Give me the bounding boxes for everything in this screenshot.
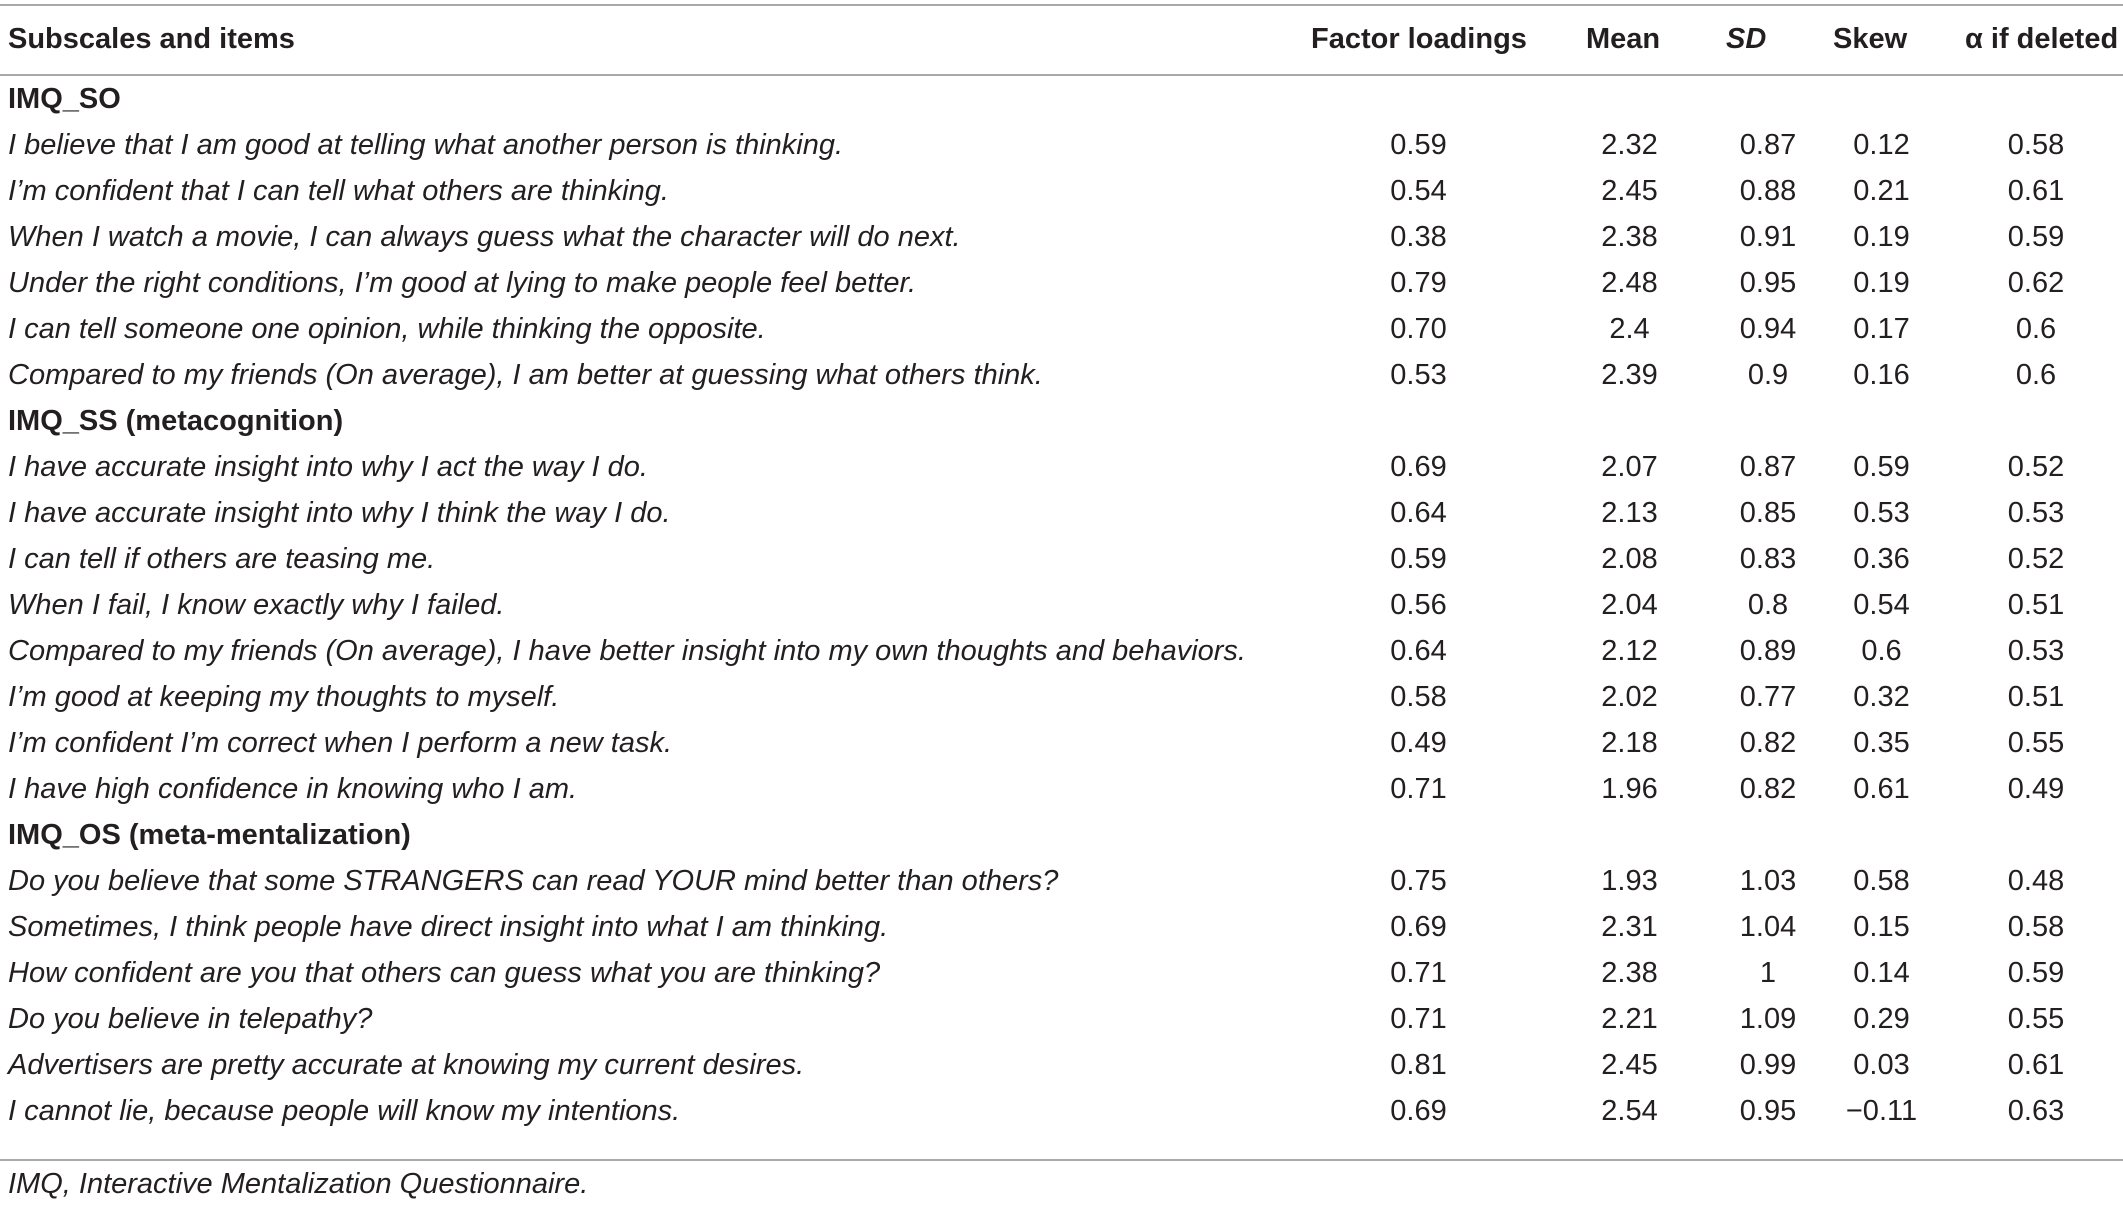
- item-text: When I fail, I know exactly why I failed.: [8, 588, 505, 621]
- table-row: [0, 214, 2123, 260]
- item-text: I’m confident I’m correct when I perform a new task.: [8, 726, 673, 759]
- skew-value: 0.03: [1853, 1048, 1910, 1081]
- mean-value: 2.21: [1601, 1002, 1658, 1035]
- alpha-value: 0.59: [2007, 956, 2065, 989]
- header-skew: Skew: [1833, 22, 1908, 55]
- section-header-row: [0, 812, 2123, 858]
- item-text: I cannot lie, because people will know my intentions.: [8, 1094, 681, 1127]
- sd-value: 0.82: [1739, 726, 1797, 759]
- skew-value: 0.59: [1853, 450, 1910, 483]
- table-row: [0, 536, 2123, 582]
- factor-loading: 0.38: [1390, 220, 1447, 253]
- mean-value: 2.13: [1601, 496, 1658, 529]
- mean-value: 2.48: [1601, 266, 1658, 299]
- skew-value: 0.14: [1853, 956, 1910, 989]
- factor-loading: 0.81: [1390, 1048, 1447, 1081]
- skew-value: 0.19: [1853, 266, 1910, 299]
- item-text: I have high confidence in knowing who I am.: [8, 772, 578, 805]
- alpha-value: 0.48: [2007, 864, 2065, 897]
- section-header-row: [0, 398, 2123, 444]
- alpha-value: 0.55: [2007, 1002, 2065, 1035]
- item-text: Sometimes, I think people have direct insight into what I am thinking.: [8, 910, 889, 943]
- alpha-value: 0.62: [2007, 266, 2065, 299]
- table-row: [0, 352, 2123, 398]
- factor-loading: 0.69: [1390, 450, 1447, 483]
- item-text: Compared to my friends (On average), I have better insight into my own thoughts and behaviors.: [8, 634, 1246, 667]
- sd-value: 0.9: [1747, 358, 1789, 391]
- alpha-value: 0.59: [2007, 220, 2065, 253]
- item-text: I can tell someone one opinion, while thinking the opposite.: [8, 312, 766, 345]
- item-text: I’m confident that I can tell what others are thinking.: [8, 174, 669, 207]
- alpha-value: 0.61: [2007, 1048, 2065, 1081]
- mean-value: 2.39: [1601, 358, 1658, 391]
- header-mean: Mean: [1586, 22, 1661, 55]
- section-title: IMQ_SS (metacognition): [8, 404, 344, 437]
- sd-value: 0.87: [1739, 128, 1797, 161]
- skew-value: 0.19: [1853, 220, 1910, 253]
- factor-loading: 0.53: [1390, 358, 1447, 391]
- alpha-value: 0.61: [2007, 174, 2065, 207]
- item-text: I have accurate insight into why I act the way I do.: [8, 450, 648, 483]
- mean-value: 2.04: [1601, 588, 1658, 621]
- table-row: [0, 490, 2123, 536]
- alpha-value: 0.6: [2015, 358, 2057, 391]
- table-row: [0, 444, 2123, 490]
- skew-value: 0.12: [1853, 128, 1910, 161]
- header-factor-loadings: Factor loadings: [1311, 22, 1527, 55]
- sd-value: 0.88: [1739, 174, 1797, 207]
- item-text: Do you believe in telepathy?: [8, 1002, 373, 1035]
- mean-value: 2.38: [1601, 220, 1658, 253]
- skew-value: 0.15: [1853, 910, 1910, 943]
- mean-value: 2.54: [1601, 1094, 1658, 1127]
- mean-value: 2.31: [1601, 910, 1658, 943]
- mean-value: 2.07: [1601, 450, 1658, 483]
- sd-value: 0.91: [1739, 220, 1797, 253]
- skew-value: 0.29: [1853, 1002, 1910, 1035]
- sd-value: 0.82: [1739, 772, 1797, 805]
- sd-value: 1.04: [1739, 910, 1797, 943]
- mean-value: 2.45: [1601, 174, 1658, 207]
- table-row: [0, 168, 2123, 214]
- table-row: [0, 260, 2123, 306]
- item-text: I believe that I am good at telling what another person is thinking.: [8, 128, 844, 161]
- skew-value: 0.58: [1853, 864, 1910, 897]
- skew-value: 0.6: [1861, 634, 1902, 667]
- table-body: [0, 76, 2123, 1134]
- factor-loading: 0.59: [1390, 128, 1447, 161]
- alpha-value: 0.58: [2007, 910, 2065, 943]
- item-text: I can tell if others are teasing me.: [8, 542, 436, 575]
- table-footnote: IMQ, Interactive Mentalization Questionnaire.: [8, 1168, 589, 1200]
- alpha-value: 0.52: [2007, 542, 2065, 575]
- alpha-value: 0.52: [2007, 450, 2065, 483]
- mean-value: 2.45: [1601, 1048, 1658, 1081]
- section-header-row: [0, 76, 2123, 122]
- table-row: [0, 720, 2123, 766]
- factor-loading: 0.75: [1390, 864, 1447, 897]
- skew-value: 0.17: [1853, 312, 1910, 345]
- table-row: [0, 1042, 2123, 1088]
- mean-value: 2.18: [1601, 726, 1658, 759]
- skew-value: 0.54: [1853, 588, 1910, 621]
- sd-value: 0.89: [1739, 634, 1797, 667]
- table-row: [0, 674, 2123, 720]
- skew-value: 0.16: [1853, 358, 1910, 391]
- sd-value: 0.94: [1739, 312, 1797, 345]
- data-table: [0, 76, 2123, 1134]
- mean-value: 2.32: [1601, 128, 1658, 161]
- factor-loading: 0.71: [1390, 956, 1447, 989]
- alpha-value: 0.55: [2007, 726, 2065, 759]
- sd-value: 1: [1759, 956, 1777, 989]
- mean-value: 2.38: [1601, 956, 1658, 989]
- skew-value: −0.11: [1845, 1094, 1918, 1127]
- skew-value: 0.61: [1853, 772, 1910, 805]
- sd-value: 0.83: [1739, 542, 1797, 575]
- mean-value: 2.02: [1601, 680, 1658, 713]
- header-sd: SD: [1726, 22, 1767, 55]
- sd-value: 0.95: [1739, 266, 1797, 299]
- factor-loading: 0.64: [1390, 634, 1447, 667]
- alpha-value: 0.49: [2007, 772, 2065, 805]
- sd-value: 0.87: [1739, 450, 1797, 483]
- alpha-value: 0.6: [2015, 312, 2057, 345]
- table-row: [0, 858, 2123, 904]
- skew-value: 0.36: [1853, 542, 1910, 575]
- factor-loading: 0.71: [1390, 1002, 1447, 1035]
- factor-loading: 0.49: [1390, 726, 1447, 759]
- sd-value: 0.99: [1739, 1048, 1797, 1081]
- section-title: IMQ_SO: [8, 82, 121, 115]
- table-row: [0, 306, 2123, 352]
- item-text: Compared to my friends (On average), I am better at guessing what others think.: [8, 358, 1043, 391]
- table-row: [0, 766, 2123, 812]
- table-row: [0, 628, 2123, 674]
- sd-value: 0.77: [1739, 680, 1797, 713]
- sd-value: 1.09: [1739, 1002, 1797, 1035]
- bottom-rule: [0, 1159, 2123, 1161]
- factor-loading: 0.64: [1390, 496, 1447, 529]
- alpha-value: 0.63: [2007, 1094, 2065, 1127]
- alpha-value: 0.58: [2007, 128, 2065, 161]
- alpha-value: 0.53: [2007, 634, 2065, 667]
- item-text: When I watch a movie, I can always guess what the character will do next.: [8, 220, 961, 253]
- mean-value: 1.96: [1601, 772, 1658, 805]
- skew-value: 0.53: [1853, 496, 1910, 529]
- table-row: [0, 1088, 2123, 1134]
- item-text: Do you believe that some STRANGERS can read YOUR mind better than others?: [8, 864, 1059, 897]
- item-text: How confident are you that others can guess what you are thinking?: [8, 956, 881, 989]
- factor-loading: 0.79: [1390, 266, 1447, 299]
- factor-loading: 0.56: [1390, 588, 1447, 621]
- section-title: IMQ_OS (meta-mentalization): [8, 818, 411, 851]
- table-row: [0, 122, 2123, 168]
- skew-value: 0.32: [1853, 680, 1910, 713]
- factor-loading: 0.58: [1390, 680, 1447, 713]
- mean-value: 2.4: [1609, 312, 1650, 345]
- table-header: [0, 4, 2123, 74]
- sd-value: 1.03: [1739, 864, 1797, 897]
- item-text: I have accurate insight into why I think the way I do.: [8, 496, 671, 529]
- factor-loading: 0.69: [1390, 910, 1447, 943]
- mean-value: 1.93: [1601, 864, 1658, 897]
- table-row: [0, 996, 2123, 1042]
- header-subscales: Subscales and items: [8, 22, 295, 55]
- item-text: Advertisers are pretty accurate at knowing my current desires.: [8, 1048, 805, 1081]
- skew-value: 0.21: [1853, 174, 1910, 207]
- sd-value: 0.85: [1739, 496, 1797, 529]
- factor-loading: 0.54: [1390, 174, 1447, 207]
- table-row: [0, 904, 2123, 950]
- alpha-value: 0.53: [2007, 496, 2065, 529]
- factor-loading: 0.69: [1390, 1094, 1447, 1127]
- alpha-value: 0.51: [2007, 680, 2065, 713]
- sd-value: 0.95: [1739, 1094, 1797, 1127]
- item-text: I’m good at keeping my thoughts to myself.: [8, 680, 560, 713]
- mean-value: 2.08: [1601, 542, 1658, 575]
- table-row: [0, 582, 2123, 628]
- skew-value: 0.35: [1853, 726, 1910, 759]
- alpha-value: 0.51: [2007, 588, 2065, 621]
- factor-loading: 0.59: [1390, 542, 1447, 575]
- header-alpha-if-deleted: α if deleted: [1965, 22, 2119, 55]
- mean-value: 2.12: [1601, 634, 1658, 667]
- sd-value: 0.8: [1747, 588, 1789, 621]
- factor-loading: 0.70: [1390, 312, 1447, 345]
- table-row: [0, 950, 2123, 996]
- item-text: Under the right conditions, I’m good at lying to make people feel better.: [8, 266, 917, 299]
- factor-loading: 0.71: [1390, 772, 1447, 805]
